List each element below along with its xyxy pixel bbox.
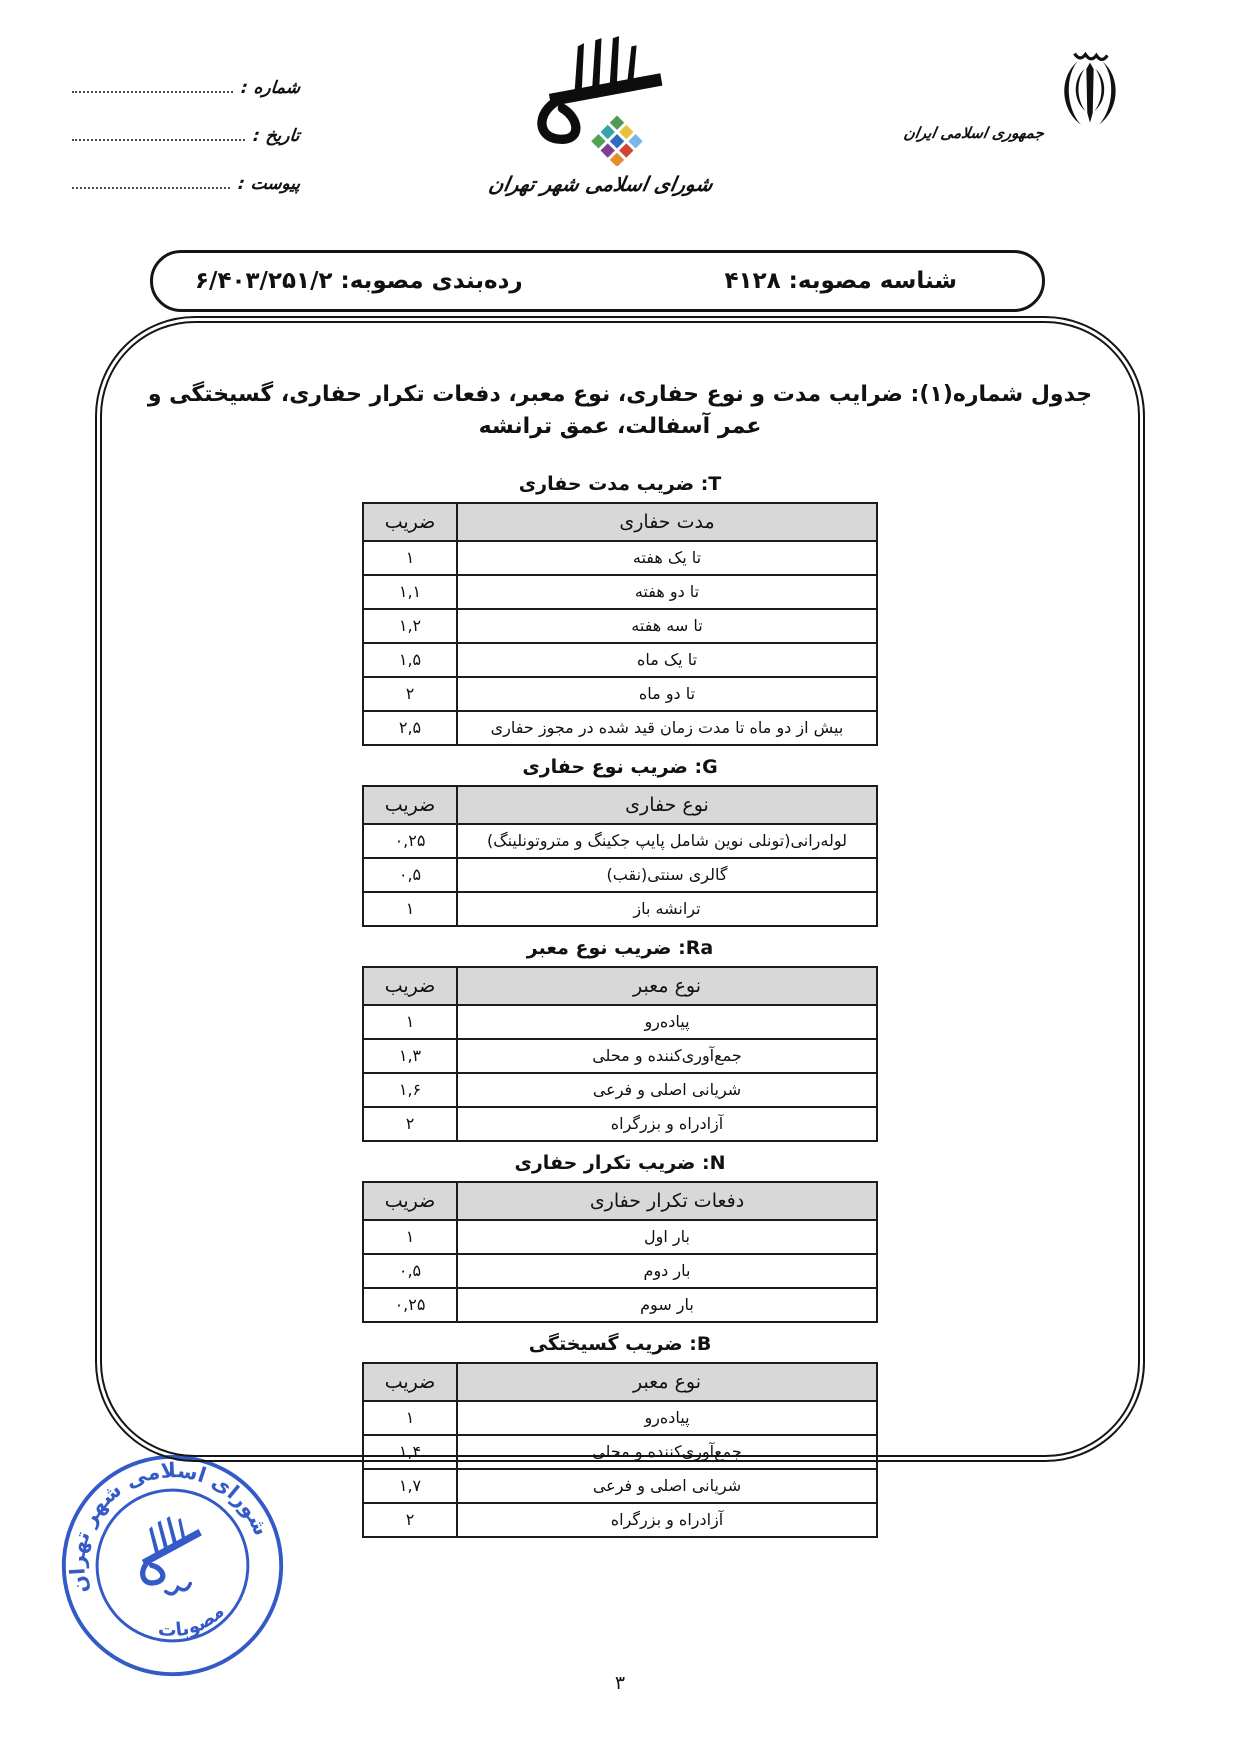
column-header-label: دفعات تکرار حفاری (457, 1182, 877, 1220)
field-number (72, 50, 300, 98)
approval-classification (195, 268, 523, 294)
table-header-row (363, 1363, 877, 1401)
approval-classification-value: ۶/۴۰۳/۲۵۱/۲ (195, 268, 333, 294)
table-row (363, 1469, 877, 1503)
table-caption: G: ضریب نوع حفاری (522, 755, 718, 778)
page-number: ۳ (614, 1672, 626, 1694)
table-cell-coefficient: ۱ (363, 892, 457, 926)
table-cell-label: بار دوم (457, 1254, 877, 1288)
table-cell-label: بار اول (457, 1220, 877, 1254)
table-cell-label: بیش از دو ماه تا مدت زمان قید شده در مجوز حفاری (457, 711, 877, 745)
field-label-attachment: پیوست : (236, 174, 302, 194)
approval-id-label: شناسه مصوبه: (788, 268, 957, 294)
table-cell-label: آزادراه و بزرگراه (457, 1107, 877, 1141)
table-row (363, 1107, 877, 1141)
table-header-row (363, 503, 877, 541)
table-cell-coefficient: ۱,۲ (363, 609, 457, 643)
coefficient-table-section-T (102, 473, 1138, 746)
field-label-number: شماره : (239, 78, 302, 98)
table-cell-coefficient: ۱,۶ (363, 1073, 457, 1107)
table-caption: N: ضریب تکرار حفاری (514, 1151, 726, 1174)
table-header-row (363, 967, 877, 1005)
table-cell-label: تا یک ماه (457, 643, 877, 677)
table-cell-coefficient: ۲ (363, 1107, 457, 1141)
table-row (363, 824, 877, 858)
table-row (363, 541, 877, 575)
coefficient-table (362, 1362, 878, 1538)
table-row (363, 1503, 877, 1537)
iran-emblem-icon (1049, 42, 1131, 138)
column-header-coefficient: ضریب (363, 1182, 457, 1220)
column-header-label: نوع معبر (457, 967, 877, 1005)
table-cell-label: شریانی اصلی و فرعی (457, 1469, 877, 1503)
letterhead-fields (72, 50, 300, 194)
column-header-label: نوع حفاری (457, 786, 877, 824)
approval-id-value: ۴۱۲۸ (724, 268, 781, 294)
council-logo-caption: شورای اسلامی شهر تهران (486, 172, 715, 196)
column-header-label: نوع معبر (457, 1363, 877, 1401)
table-cell-coefficient: ۰,۲۵ (363, 824, 457, 858)
table-cell-label: گالری سنتی(نقب) (457, 858, 877, 892)
table-cell-label: تا یک هفته (457, 541, 877, 575)
council-logo-icon (518, 34, 683, 166)
table-cell-coefficient: ۱,۷ (363, 1469, 457, 1503)
stamp-ring-text-top: شورای اسلامی شهر تهران (65, 1458, 274, 1596)
field-date (72, 98, 300, 146)
field-attachment (72, 146, 300, 194)
column-header-coefficient: ضریب (363, 967, 457, 1005)
table-header-row (363, 786, 877, 824)
table-cell-label: تا دو ماه (457, 677, 877, 711)
table-row (363, 1254, 877, 1288)
table-cell-label: لوله‌رانی(تونلی نوین شامل پایپ جکینگ و متروتونلینگ) (457, 824, 877, 858)
table-row (363, 643, 877, 677)
table-row (363, 1401, 877, 1435)
table-cell-label: ترانشه باز (457, 892, 877, 926)
iran-emblem (900, 42, 1135, 142)
table-cell-coefficient: ۰,۵ (363, 1254, 457, 1288)
table-cell-coefficient: ۱,۵ (363, 643, 457, 677)
table-cell-label: تا دو هفته (457, 575, 877, 609)
table-caption: B: ضریب گسیختگی (528, 1332, 712, 1355)
table-cell-coefficient: ۱,۱ (363, 575, 457, 609)
table-row (363, 575, 877, 609)
iran-emblem-caption: جمهوری اسلامی ایران (902, 124, 1046, 142)
table-cell-coefficient: ۰,۲۵ (363, 1288, 457, 1322)
stamp-ring-text-bottom: مصوبات (157, 1601, 229, 1642)
coefficient-table (362, 1181, 878, 1323)
coefficient-table (362, 785, 878, 927)
table-cell-coefficient: ۱ (363, 1005, 457, 1039)
column-header-label: مدت حفاری (457, 503, 877, 541)
table-row (363, 1073, 877, 1107)
logo-tiles (591, 115, 643, 166)
table-row (363, 711, 877, 745)
table-row (363, 609, 877, 643)
table-cell-label: پیاده‌رو (457, 1401, 877, 1435)
table-cell-coefficient: ۲ (363, 677, 457, 711)
table-cell-coefficient: ۲,۵ (363, 711, 457, 745)
column-header-coefficient: ضریب (363, 1363, 457, 1401)
table-row (363, 1220, 877, 1254)
dotted-line (72, 138, 245, 141)
column-header-coefficient: ضریب (363, 786, 457, 824)
table-cell-label: پیاده‌رو (457, 1005, 877, 1039)
coefficient-table-section-N (102, 1152, 1138, 1323)
coefficient-table-section-G (102, 756, 1138, 927)
table-cell-coefficient: ۰,۵ (363, 858, 457, 892)
table-row (363, 1435, 877, 1469)
approval-id-banner (150, 250, 1045, 312)
coefficient-table-section-Ra (102, 937, 1138, 1142)
table-caption: Ra: ضریب نوع معبر (526, 936, 714, 959)
table-row (363, 1039, 877, 1073)
field-label-date: تاریخ : (252, 126, 302, 146)
table-cell-coefficient: ۱ (363, 1220, 457, 1254)
table-cell-coefficient: ۱ (363, 541, 457, 575)
table-cell-coefficient: ۲ (363, 1503, 457, 1537)
approval-id (725, 268, 958, 294)
table-caption: T: ضریب مدت حفاری (518, 472, 722, 495)
table-cell-label: شریانی اصلی و فرعی (457, 1073, 877, 1107)
dotted-line (72, 90, 233, 93)
table-cell-label: آزادراه و بزرگراه (457, 1503, 877, 1537)
table-header-row (363, 1182, 877, 1220)
council-logo (468, 34, 733, 196)
table-cell-label: تا سه هفته (457, 609, 877, 643)
coefficient-table-section-B (102, 1333, 1138, 1538)
table-row (363, 1288, 877, 1322)
table-cell-coefficient: ۱ (363, 1401, 457, 1435)
column-header-coefficient: ضریب (363, 503, 457, 541)
table-cell-label: جمع‌آوری‌کننده و محلی (457, 1435, 877, 1469)
table-row (363, 858, 877, 892)
approval-classification-label: رده‌بندی مصوبه: (340, 268, 523, 294)
table-row (363, 1005, 877, 1039)
table-row (363, 892, 877, 926)
table-cell-coefficient: ۱,۴ (363, 1435, 457, 1469)
table-title: جدول شماره(۱): ضرایب مدت و نوع حفاری، نوع معبر، دفعات تکرار حفاری، گسیختگی و عمر آسفالت، عمق ترانشه (147, 382, 1093, 439)
table-cell-coefficient: ۱,۳ (363, 1039, 457, 1073)
table-row (363, 677, 877, 711)
content-box (95, 316, 1145, 1530)
table-cell-label: جمع‌آوری‌کننده و محلی (457, 1039, 877, 1073)
tables-container (102, 473, 1138, 1538)
dotted-line (72, 186, 230, 189)
coefficient-table (362, 966, 878, 1142)
table-cell-label: بار سوم (457, 1288, 877, 1322)
coefficient-table (362, 502, 878, 746)
